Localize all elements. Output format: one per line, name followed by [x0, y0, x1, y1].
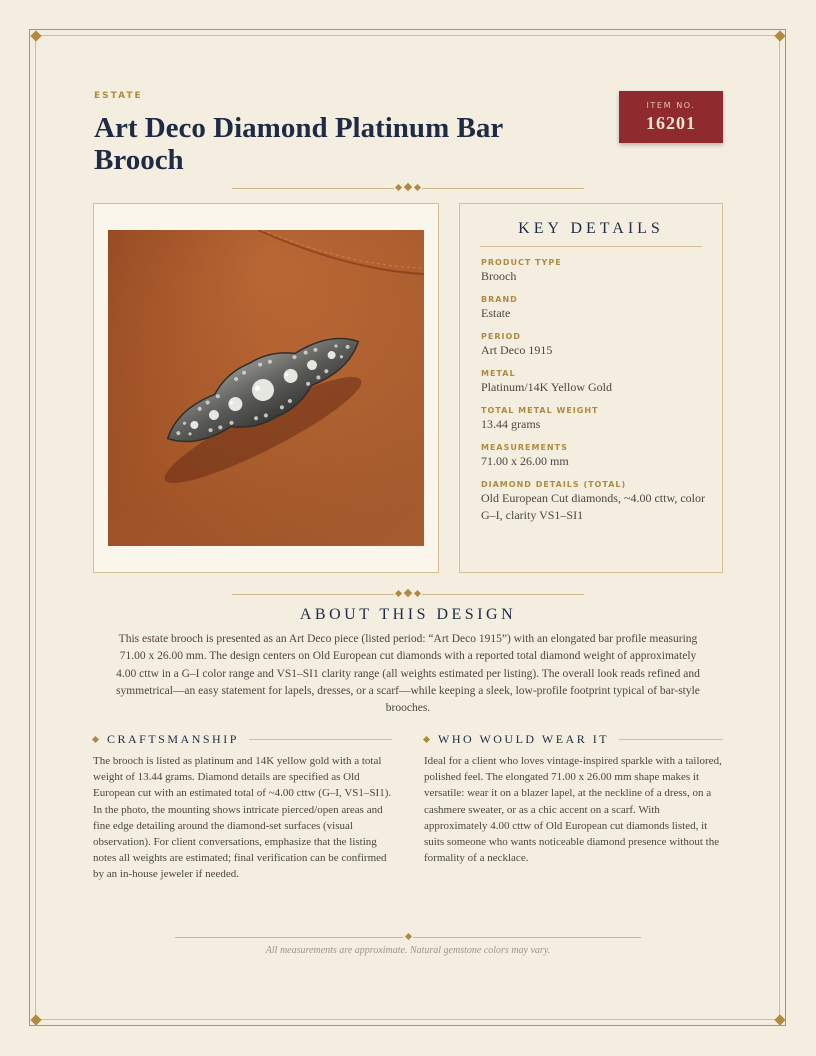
heading-rule — [619, 739, 723, 740]
craftsmanship-heading: CRAFTSMANSHIP — [107, 732, 239, 746]
who-would-wear-text: Ideal for a client who loves vintage-inspired sparkle with a tailored, polished feel. The elongated 71.00 x 26.00 mm shape makes it versatile: wear it on a blazer lapel, at the neckline of a dress, on a cashmere sweater, or as a chic accent on a scarf. With approximately 4.00 cttw of Old European cut diamonds listed, it suits someone who wants noticeable diamond presence without the formality of a necklace. — [424, 755, 722, 865]
detail-value: 71.00 x 26.00 mm — [481, 454, 569, 468]
key-details-panel — [459, 203, 723, 573]
detail-label: TOTAL METAL WEIGHT — [481, 406, 599, 415]
who-would-wear-heading: WHO WOULD WEAR IT — [438, 732, 610, 746]
product-photo-frame — [93, 203, 439, 573]
about-heading: ABOUT THIS DESIGN — [299, 606, 517, 623]
detail-label: PRODUCT TYPE — [481, 258, 562, 267]
key-details-divider — [480, 246, 702, 247]
detail-label: BRAND — [481, 295, 518, 304]
detail-value: Platinum/14K Yellow Gold — [481, 380, 613, 394]
ornament-divider — [232, 590, 584, 598]
item-number-badge — [619, 91, 723, 143]
detail-label: METAL — [481, 369, 516, 378]
detail-value: Estate — [481, 306, 511, 320]
who-would-wear-heading-row — [424, 732, 723, 747]
key-details-heading: KEY DETAILS — [518, 220, 664, 237]
product-photo — [108, 230, 424, 546]
brooch-photo-image — [108, 230, 424, 546]
craftsmanship-heading-row — [93, 732, 392, 747]
detail-value: Brooch — [481, 269, 517, 283]
footer-note: All measurements are approximate. Natural gemstone colors may vary. — [265, 945, 551, 956]
detail-diamond-details — [481, 479, 705, 524]
detail-total-metal-weight — [481, 405, 705, 433]
detail-metal — [481, 368, 705, 396]
detail-label: DIAMOND DETAILS (TOTAL) — [481, 480, 627, 489]
page-title: Art Deco Diamond Platinum Bar Brooch — [94, 112, 503, 176]
ornament-divider — [232, 184, 584, 192]
category-eyebrow: ESTATE — [94, 91, 143, 101]
item-number-label: ITEM NO. — [646, 101, 696, 110]
key-details-list — [481, 257, 705, 533]
craftsmanship-text: The brooch is listed as platinum and 14K yellow gold with a total weight of 13.44 grams. Diamond details are specified as Old European cut with an estimated total of ~4.00 cttw (G–I, VS1–SI1). In the photo, the mounting shows intricate pierced/open areas and fine edge detailing around the diamond-set surfaces (visual observation). For client conversations, emphasize that the listing notes all weights are estimated; final verification can be confirmed by an in-house jeweler if needed. — [93, 755, 392, 881]
about-text: This estate brooch is presented as an Art Deco piece (listed period: “Art Deco 1915”) with an elongated bar profile measuring 71.00 x 26.00 mm. The design centers on Old European cut diamonds with a reported total diamond weight of approximately 4.00 cttw in a G–I color range and VS1–SI1 clarity range (all weights estimated per listing). The overall look reads refined and symmetrical—an easy statement for lapels, dresses, or a scarf—while keeping a sleek, low-profile footprint typical of bar-style brooches. — [116, 633, 700, 715]
detail-label: MEASUREMENTS — [481, 443, 568, 452]
detail-label: PERIOD — [481, 332, 521, 341]
detail-value: Art Deco 1915 — [481, 343, 553, 357]
footer-ornament — [175, 933, 641, 941]
detail-value: Old European Cut diamonds, ~4.00 cttw, color G–I, clarity VS1–SI1 — [481, 491, 706, 522]
detail-product-type — [481, 257, 705, 285]
detail-period — [481, 331, 705, 359]
detail-measurements — [481, 442, 705, 470]
heading-rule — [249, 739, 392, 740]
detail-brand — [481, 294, 705, 322]
diamond-bullet-icon — [92, 736, 99, 743]
diamond-bullet-icon — [423, 736, 430, 743]
item-number-value: 16201 — [646, 113, 696, 133]
detail-value: 13.44 grams — [481, 417, 541, 431]
